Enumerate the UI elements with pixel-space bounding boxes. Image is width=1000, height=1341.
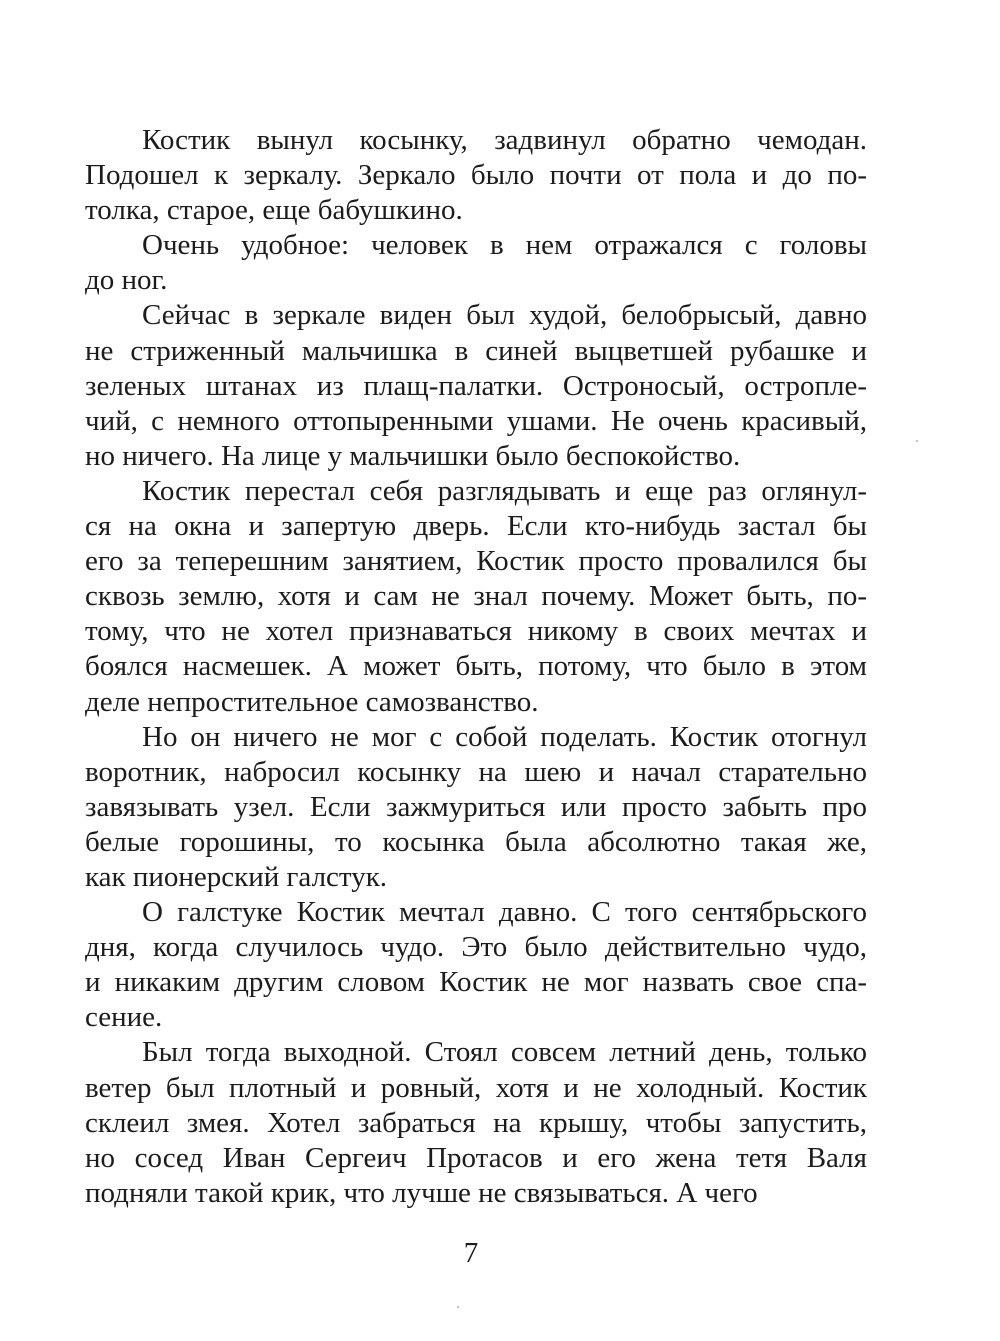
text-line: Но он ничего не мог с собой поделать. Костик отогнул (142, 720, 867, 753)
text-line: Подошел к зеркалу. Зеркало было почти от пола и до по- (85, 159, 867, 192)
text-line: его за теперешним занятием, Костик просто провалился бы (85, 545, 867, 578)
text-line: сение. (85, 1001, 163, 1034)
text-line: зеленых штанах из плащ-палатки. Остроносый, остропле- (85, 369, 867, 402)
text-line: Очень удобное: человек в нем отражался с головы (142, 229, 867, 262)
paragraph (85, 720, 867, 895)
text-line: Был тогда выходной. Стоял совсем летний день, только (142, 1036, 867, 1069)
body-text (85, 123, 867, 1211)
page-number (0, 1236, 1000, 1271)
text-line: сквозь землю, хотя и сам не знал почему. Может быть, по- (85, 580, 867, 613)
text-line: тому, что не хотел признаваться никому в своих мечтах и (85, 615, 867, 648)
text-line: деле непростительное самозванство. (85, 685, 539, 718)
text-line: боялся насмешек. А может быть, потому, что было в этом (85, 650, 867, 683)
text-line: но сосед Иван Сергеич Протасов и его жена тетя Валя (85, 1141, 867, 1174)
text-line: Костик перестал себя разглядывать и еще раз оглянул- (142, 474, 867, 507)
paragraph (85, 474, 867, 720)
text-line: белые горошины, то косынка была абсолютно такая же, (85, 825, 867, 858)
text-line: завязывать узел. Если зажмуриться или просто забыть про (85, 790, 867, 823)
paragraph (85, 123, 867, 228)
text-line: как пионерский галстук. (85, 860, 388, 893)
text-line: подняли такой крик, что лучше не связываться. А чего (85, 1176, 758, 1209)
text-line: склеил змея. Хотел забраться на крышу, чтобы запустить, (85, 1106, 867, 1139)
page-number-text: 7 (463, 1237, 479, 1269)
text-line: Сейчас в зеркале виден был худой, белобрысый, давно (142, 299, 867, 332)
text-line: не стриженный мальчишка в синей выцветшей рубашке и (85, 334, 867, 367)
text-line: чий, с немного оттопыренными ушами. Не очень красивый, (85, 404, 867, 437)
text-line: воротник, набросил косынку на шею и начал старательно (85, 755, 867, 788)
text-line: до ног. (85, 264, 168, 297)
scan-speck (457, 1306, 459, 1308)
paragraph (85, 298, 867, 473)
text-line: ветер был плотный и ровный, хотя и не холодный. Костик (85, 1071, 867, 1104)
text-line: О галстуке Костик мечтал давно. С того сентябрьского (142, 896, 867, 929)
text-line: но ничего. На лице у мальчишки было беспокойство. (85, 439, 741, 472)
text-line: дня, когда случилось чудо. Это было действительно чудо, (85, 931, 867, 964)
scan-speck (916, 440, 918, 442)
paragraph (85, 1035, 867, 1210)
text-line: Костик вынул косынку, задвинул обратно чемодан. (142, 124, 867, 156)
paragraph (85, 228, 867, 298)
text-line: ся на окна и запертую дверь. Если кто-нибудь застал бы (85, 510, 867, 543)
paragraph (85, 895, 867, 1035)
text-line: и никаким другим словом Костик не мог назвать свое спа- (85, 966, 867, 999)
text-line: толка, старое, еще бабушкино. (85, 194, 463, 227)
